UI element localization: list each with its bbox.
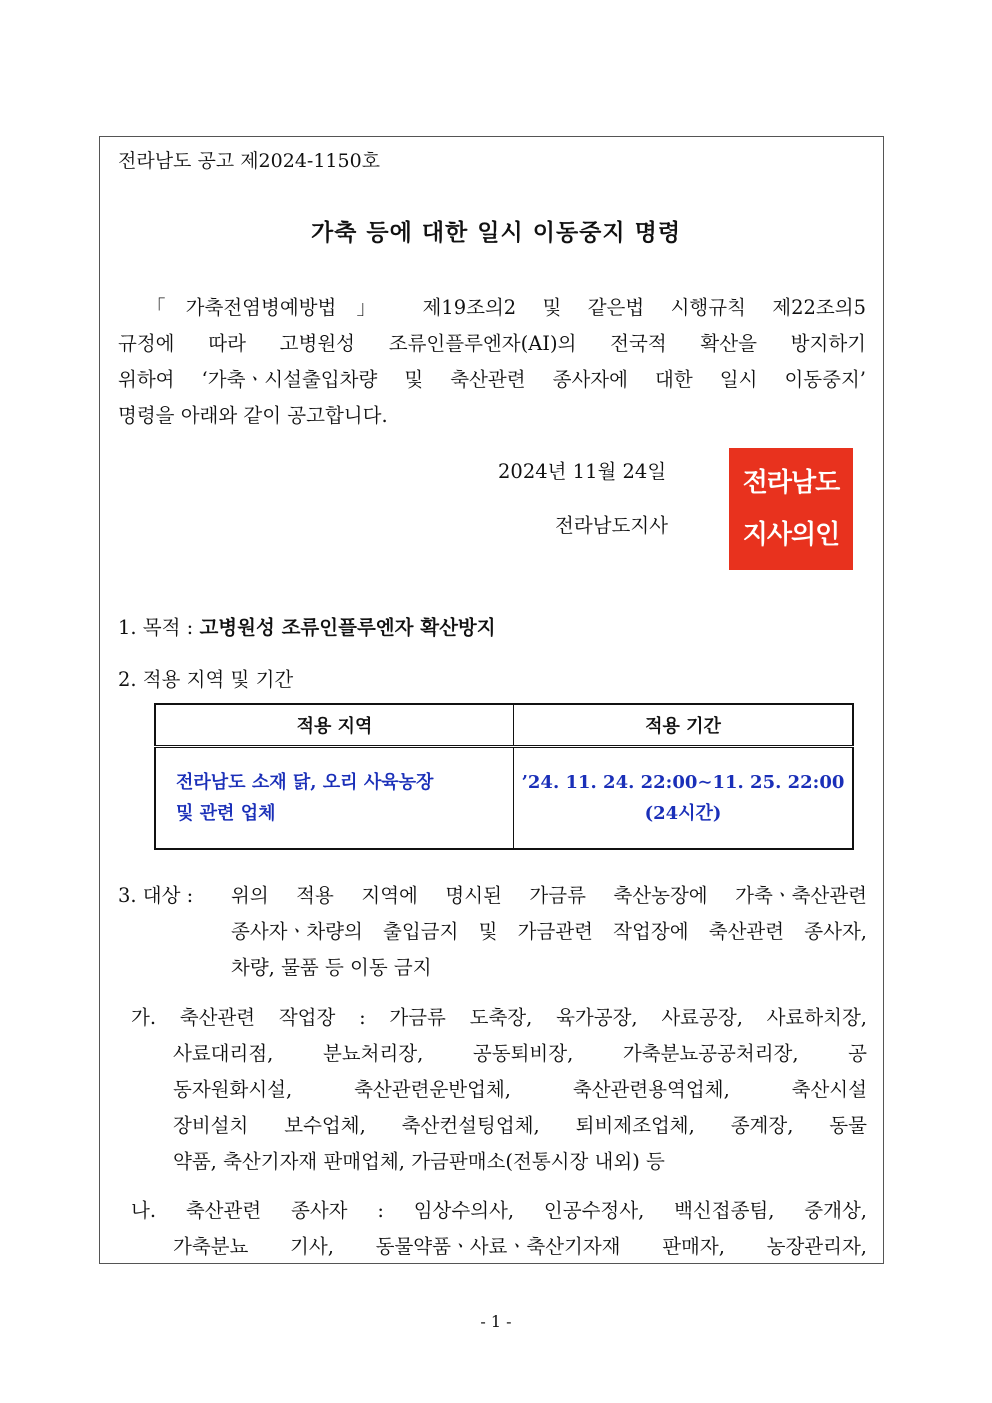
seal-line-bottom: 지사의인 <box>742 520 840 550</box>
seal-line-top: 전라남도 <box>742 468 840 498</box>
issuer-name: 전라남도지사 <box>555 514 669 537</box>
period-line-2: (24시간) <box>644 803 722 824</box>
period-cell <box>514 747 854 850</box>
header-period: 적용 기간 <box>514 704 854 747</box>
item-ga-line-4: 장비설치 보수업체, 축산컨설팅업체, 퇴비제조업체, 종계장, 동물 <box>173 1114 867 1137</box>
table-row <box>155 747 853 850</box>
area-cell <box>155 747 514 850</box>
table-header-row <box>155 704 853 747</box>
notice-date: 2024년 11월 24일 <box>498 460 667 483</box>
target-line-2: 종사자ㆍ차량의 출입금지 및 가금관련 작업장에 축산관련 종사자, <box>231 920 867 943</box>
item-ga-line-2: 사료대리점, 분뇨처리장, 공동퇴비장, 가축분뇨공공처리장, 공 <box>173 1042 867 1065</box>
official-seal <box>729 448 853 570</box>
item-ga-line-5: 약품, 축산기자재 판매업체, 가금판매소(전통시장 내외) 등 <box>173 1150 665 1173</box>
target-line-3: 차량, 물품 등 이동 금지 <box>231 956 432 979</box>
target-line-1: 위의 적용 지역에 명시된 가금류 축산농장에 가축ㆍ축산관련 <box>231 884 867 907</box>
item-na-line-2: 가축분뇨 기사, 동물약품ㆍ사료ㆍ축산기자재 판매자, 농장관리자, <box>173 1235 867 1258</box>
section-purpose-value: 고병원성 조류인플루엔자 확산방지 <box>199 616 496 639</box>
section-target-label: 3. 대상 : <box>118 884 194 907</box>
intro-line-1: 「가축전염병예방법」 제19조의2 및 같은법 시행규칙 제22조의5 <box>146 296 866 319</box>
item-ga-line-1: 가. 축산관련 작업장 : 가금류 도축장, 육가공장, 사료공장, 사료하치장, <box>131 1006 867 1029</box>
intro-line-3: 위하여 ‘가축ㆍ시설출입차량 및 축산관련 종사자에 대한 일시 이동중지’ <box>118 368 866 391</box>
area-period-table <box>154 703 854 850</box>
document-title: 가축 등에 대한 일시 이동중지 명령 <box>310 219 682 246</box>
page-number: - 1 - <box>480 1312 512 1331</box>
notice-number: 전라남도 공고 제2024-1150호 <box>118 150 381 172</box>
period-line-1: ’24. 11. 24. 22:00∼11. 25. 22:00 <box>521 772 845 793</box>
area-line-2: 및 관련 업체 <box>176 803 276 824</box>
header-area: 적용 지역 <box>155 704 514 747</box>
section-purpose-label: 1. 목적 : <box>118 616 200 639</box>
intro-line-4: 명령을 아래와 같이 공고합니다. <box>118 404 388 427</box>
area-line-1: 전라남도 소재 닭, 오리 사육농장 <box>176 772 434 793</box>
section-purpose <box>118 612 496 640</box>
item-na-line-1: 나. 축산관련 종사자 : 임상수의사, 인공수정사, 백신접종팀, 중개상, <box>131 1199 867 1222</box>
section-area-heading: 2. 적용 지역 및 기간 <box>118 668 294 691</box>
item-ga-line-3: 동자원화시설, 축산관련운반업체, 축산관련용역업체, 축산시설 <box>173 1078 867 1101</box>
intro-line-2: 규정에 따라 고병원성 조류인플루엔자(AI)의 전국적 확산을 방지하기 <box>118 332 866 355</box>
